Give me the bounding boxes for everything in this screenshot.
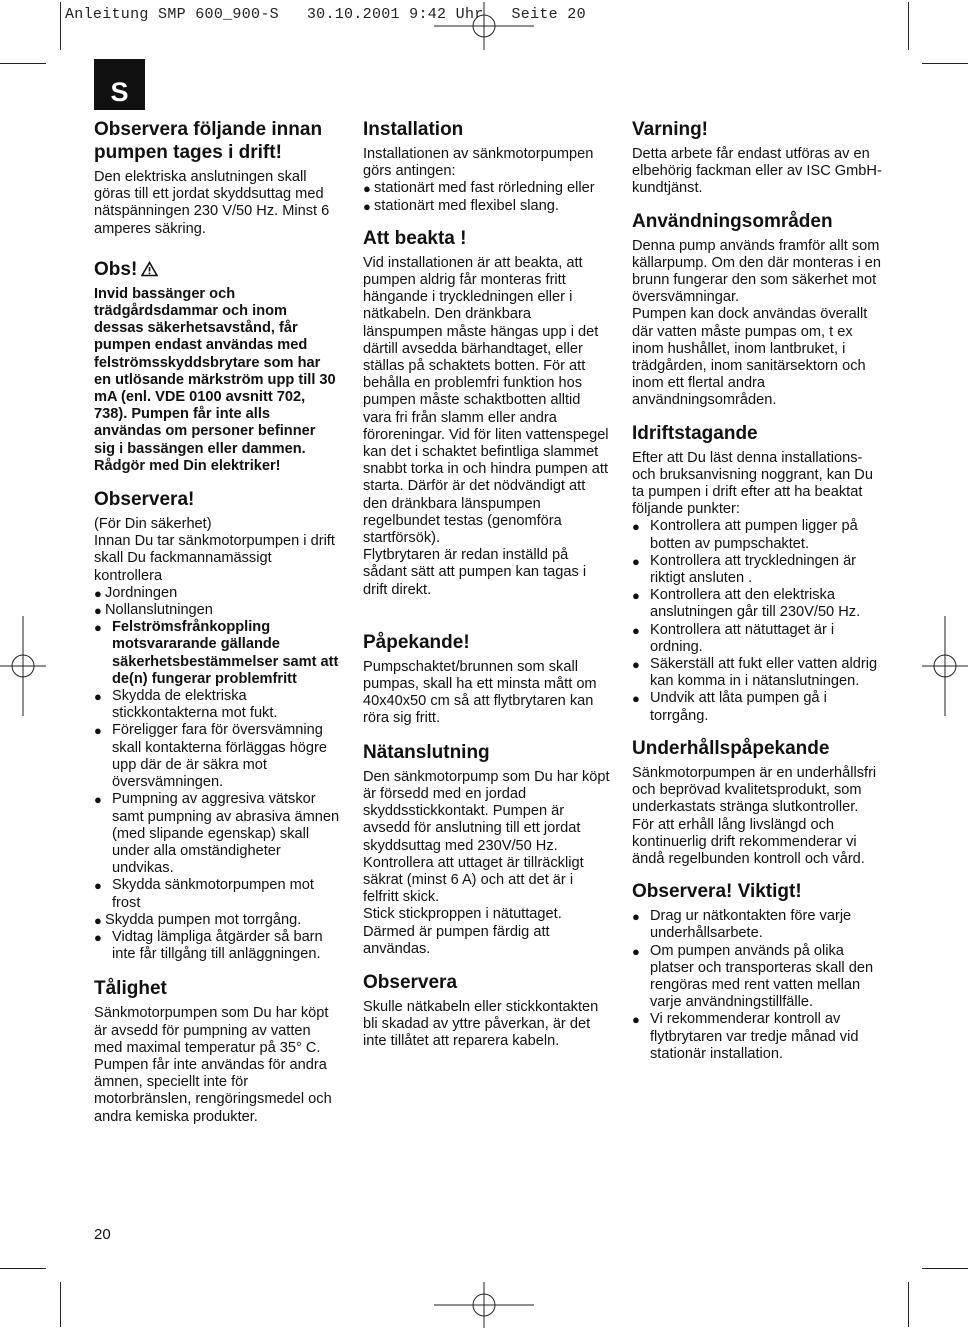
paragraph: Stick stickproppen i nätuttaget. Därmed är pumpen färdig att användas.: [363, 906, 562, 957]
paragraph: Detta arbete får endast utföras av en elbehörig fackman eller av ISC GmbH-kundtjänst.: [632, 146, 882, 197]
paragraph: Sänkmotorpumpen är en underhållsfri och beprövad kvalitetsprodukt, som underkastats stränga slutkontroller.: [632, 764, 877, 816]
list-item: ● Skydda de elektriska stickkontakterna mot fukt.: [94, 688, 340, 722]
list-item: ● Felströmsfrånkoppling motsvararande gällande säkerhetsbestämmelser samt att de(n) fungerar problemfritt: [94, 619, 340, 688]
list-item: ● Kontrollera att den elektriska anslutningen går till 230V/50 Hz.: [632, 587, 882, 621]
section-title-viktigt: Observera! Viktigt!: [632, 881, 802, 903]
list-item: ● Kontrollera att tryckledningen är riktigt ansluten .: [632, 553, 882, 587]
column-middle: [363, 118, 611, 1051]
section-title-before-start: Observera följande innan pumpen tages i drift!: [94, 119, 323, 163]
paragraph: Den elektriska anslutningen skall göras till ett jordat skyddsuttag med nätspänningen 230 V/50 Hz. Minst 6 amperes säkring.: [94, 169, 330, 237]
paragraph: Installationen av sänkmotorpumpen görs antingen:: [363, 146, 594, 180]
section-title-underhall: Underhållspåpekande: [632, 737, 830, 759]
list-item: ● Vi rekommenderar kontroll av flytbrytaren var tredje månad vid stationär installation.: [632, 1011, 882, 1063]
list-item: ● stationärt med fast rörledning eller: [363, 180, 611, 197]
crop-mark: [60, 2, 61, 50]
section-title-anvandningsomraden: Användningsområden: [632, 210, 833, 232]
column-left: [94, 118, 340, 1126]
list-item: ● Kontrollera att nätuttaget är i ordning.: [632, 622, 882, 656]
list-item: ● Nollanslutningen: [94, 602, 340, 619]
section-title-idriftstagande: Idriftstagande: [632, 422, 758, 444]
observera-subtitle: (För Din säkerhet): [94, 516, 212, 533]
section-title-beakta: Att beakta !: [363, 227, 467, 249]
list-item: ● Om pumpen används på olika platser och transporteras skall den rengöras med rent vatten mellan varje användningstillfälle.: [632, 943, 882, 1012]
paragraph: Efter att Du läst denna installations- och bruksanvisning noggrant, kan Du ta pumpen i drift efter att ha beaktat följande punkter:: [632, 449, 873, 518]
paragraph: Den sänkmotorpump som Du har köpt är försedd med en jordad skyddsstickkontakt. Pumpen är avsedd för anslutning till ett jordat skyddsuttag med 230V/50 Hz. Kontrollera att uttaget är tillräckligt säkrat (minst 6 A) och att det är i felfritt skick.: [363, 768, 610, 906]
column-right: [632, 118, 882, 1063]
crop-mark: [922, 1268, 968, 1269]
paragraph: Vid installationen är att beakta, att pumpen aldrig får monteras fritt hängande i tryckledningen eller i nätkabeln. Den dränkbara länspumpen måste hängas upp i det därtill avsedda bärhandtaget, eller ställas på schaktets botten. För att behålla en problemfri funktion hos pumpen måste schaktbotten alltid vara fri från slamm eller andra föroreningar. Vid för liten vattenspegel kan det i schaktet befintliga slammet snabbt torka in och hindra pumpen att starta. Därför är det nödvändigt att den dränkbara länspumpen regelbundet testas (genomföra startförsök).: [363, 254, 609, 547]
list-item: ● Skydda pumpen mot torrgång.: [94, 912, 340, 929]
paragraph: Pumpen får inte användas för andra ämnen, speciellt inte för motorbränslen, rengöringsmedel och andra kemiska produkter.: [94, 1056, 332, 1125]
paragraph: Pumpschaktet/brunnen som skall pumpas, skall ha ett minsta mått om 40x40x50 cm så att flytbrytaren kan röra sig fritt.: [363, 658, 597, 727]
print-header: Anleitung SMP 600_900-S 30.10.2001 9:42 Uhr Seite 20: [65, 6, 586, 23]
list-item: ● Kontrollera att pumpen ligger på botten av pumpschaktet.: [632, 518, 882, 552]
registration-mark-bottom: [434, 1282, 534, 1328]
page-number: 20: [94, 1226, 111, 1243]
warning-triangle-icon: [141, 261, 158, 277]
crop-mark: [60, 1282, 61, 1327]
list-item: ● Vidtag lämpliga åtgärder så barn inte får tillgång till anläggningen.: [94, 929, 340, 963]
list-item: ● Föreligger fara för översvämning skall kontakterna förläggas högre upp där de är säkra mot översvämningen.: [94, 722, 340, 791]
list-item: ● Undvik att låta pumpen gå i torrgång.: [632, 690, 882, 724]
list-item: ● Skydda sänkmotorpumpen mot frost: [94, 877, 340, 911]
crop-mark: [922, 63, 968, 64]
obs-warning-text: Invid bassänger och trädgårdsdammar och inom dessas säkerhetsavstånd, får pumpen endast användas med felströmsskyddsbrytare som har en utlösande märkström upp till 30 mA (enl. VDE 0100 avsnitt 702, 738). Pumpen får inte alls användas om personer befinner sig i bassängen eller dammen.: [94, 285, 336, 457]
paragraph: För att erhåll lång livslängd och kontinuerlig drift rekommenderar vi ändå regelbunden kontroll och vård.: [632, 816, 865, 867]
language-badge: S: [94, 59, 145, 110]
obs-title-text: Obs!: [94, 258, 138, 280]
section-title-obs: [94, 258, 340, 281]
section-title-papekande: Påpekande!: [363, 631, 470, 653]
crop-mark: [0, 1268, 46, 1269]
section-title-varning: Varning!: [632, 119, 709, 140]
paragraph: Pumpen kan dock användas överallt där vatten måste pumpas om, t ex inom hushållet, inom lantbruket, i trädgården, inom sanitärsektorn och inom ett flertal andra användningsområden.: [632, 306, 868, 409]
list-item: ● Drag ur nätkontakten före varje underhållsarbete.: [632, 908, 882, 942]
list-item: ● Säkerställ att fukt eller vatten aldrig kan komma in i nätanslutningen.: [632, 656, 882, 690]
paragraph: Sänkmotorpumpen som Du har köpt är avsedd för pumpning av vatten med maximal temperatur på 35° C.: [94, 1005, 329, 1056]
paragraph: Innan Du tar sänkmotorpumpen i drift skall Du fackmannamässigt kontrollera: [94, 533, 335, 584]
crop-mark: [908, 1282, 909, 1327]
obs-warning-advice: Rådgör med Din elektriker!: [94, 457, 281, 474]
section-title-observera: Observera!: [94, 489, 195, 511]
paragraph: Denna pump används framför allt som källarpump. Om den där monteras i en brunn fungerar den som säkerhet mot översvämningar.: [632, 237, 882, 306]
paragraph: Skulle nätkabeln eller stickkontakten bli skadad av yttre påverkan, är det inte tillåtet att reparera kabeln.: [363, 998, 599, 1050]
section-title-installation: Installation: [363, 119, 464, 140]
section-title-natanslutning: Nätanslutning: [363, 741, 490, 763]
list-item: ● Jordningen: [94, 585, 340, 602]
crop-mark: [0, 63, 46, 64]
section-title-talighet: Tålighet: [94, 978, 167, 1000]
list-item: ● Pumpning av aggresiva vätskor samt pumpning av abrasiva ämnen (med slipande egenskap) skall under alla omständigheter undvikas.: [94, 791, 340, 877]
registration-mark-right: [922, 616, 968, 716]
section-title-observera: Observera: [363, 971, 458, 993]
registration-mark-left: [0, 616, 46, 716]
paragraph: Flytbrytaren är redan inställd på sådant sätt att pumpen kan tagas i drift direkt.: [363, 547, 587, 598]
crop-mark: [908, 2, 909, 50]
list-item: ● stationärt med flexibel slang.: [363, 198, 611, 215]
registration-mark-top: [434, 2, 534, 50]
